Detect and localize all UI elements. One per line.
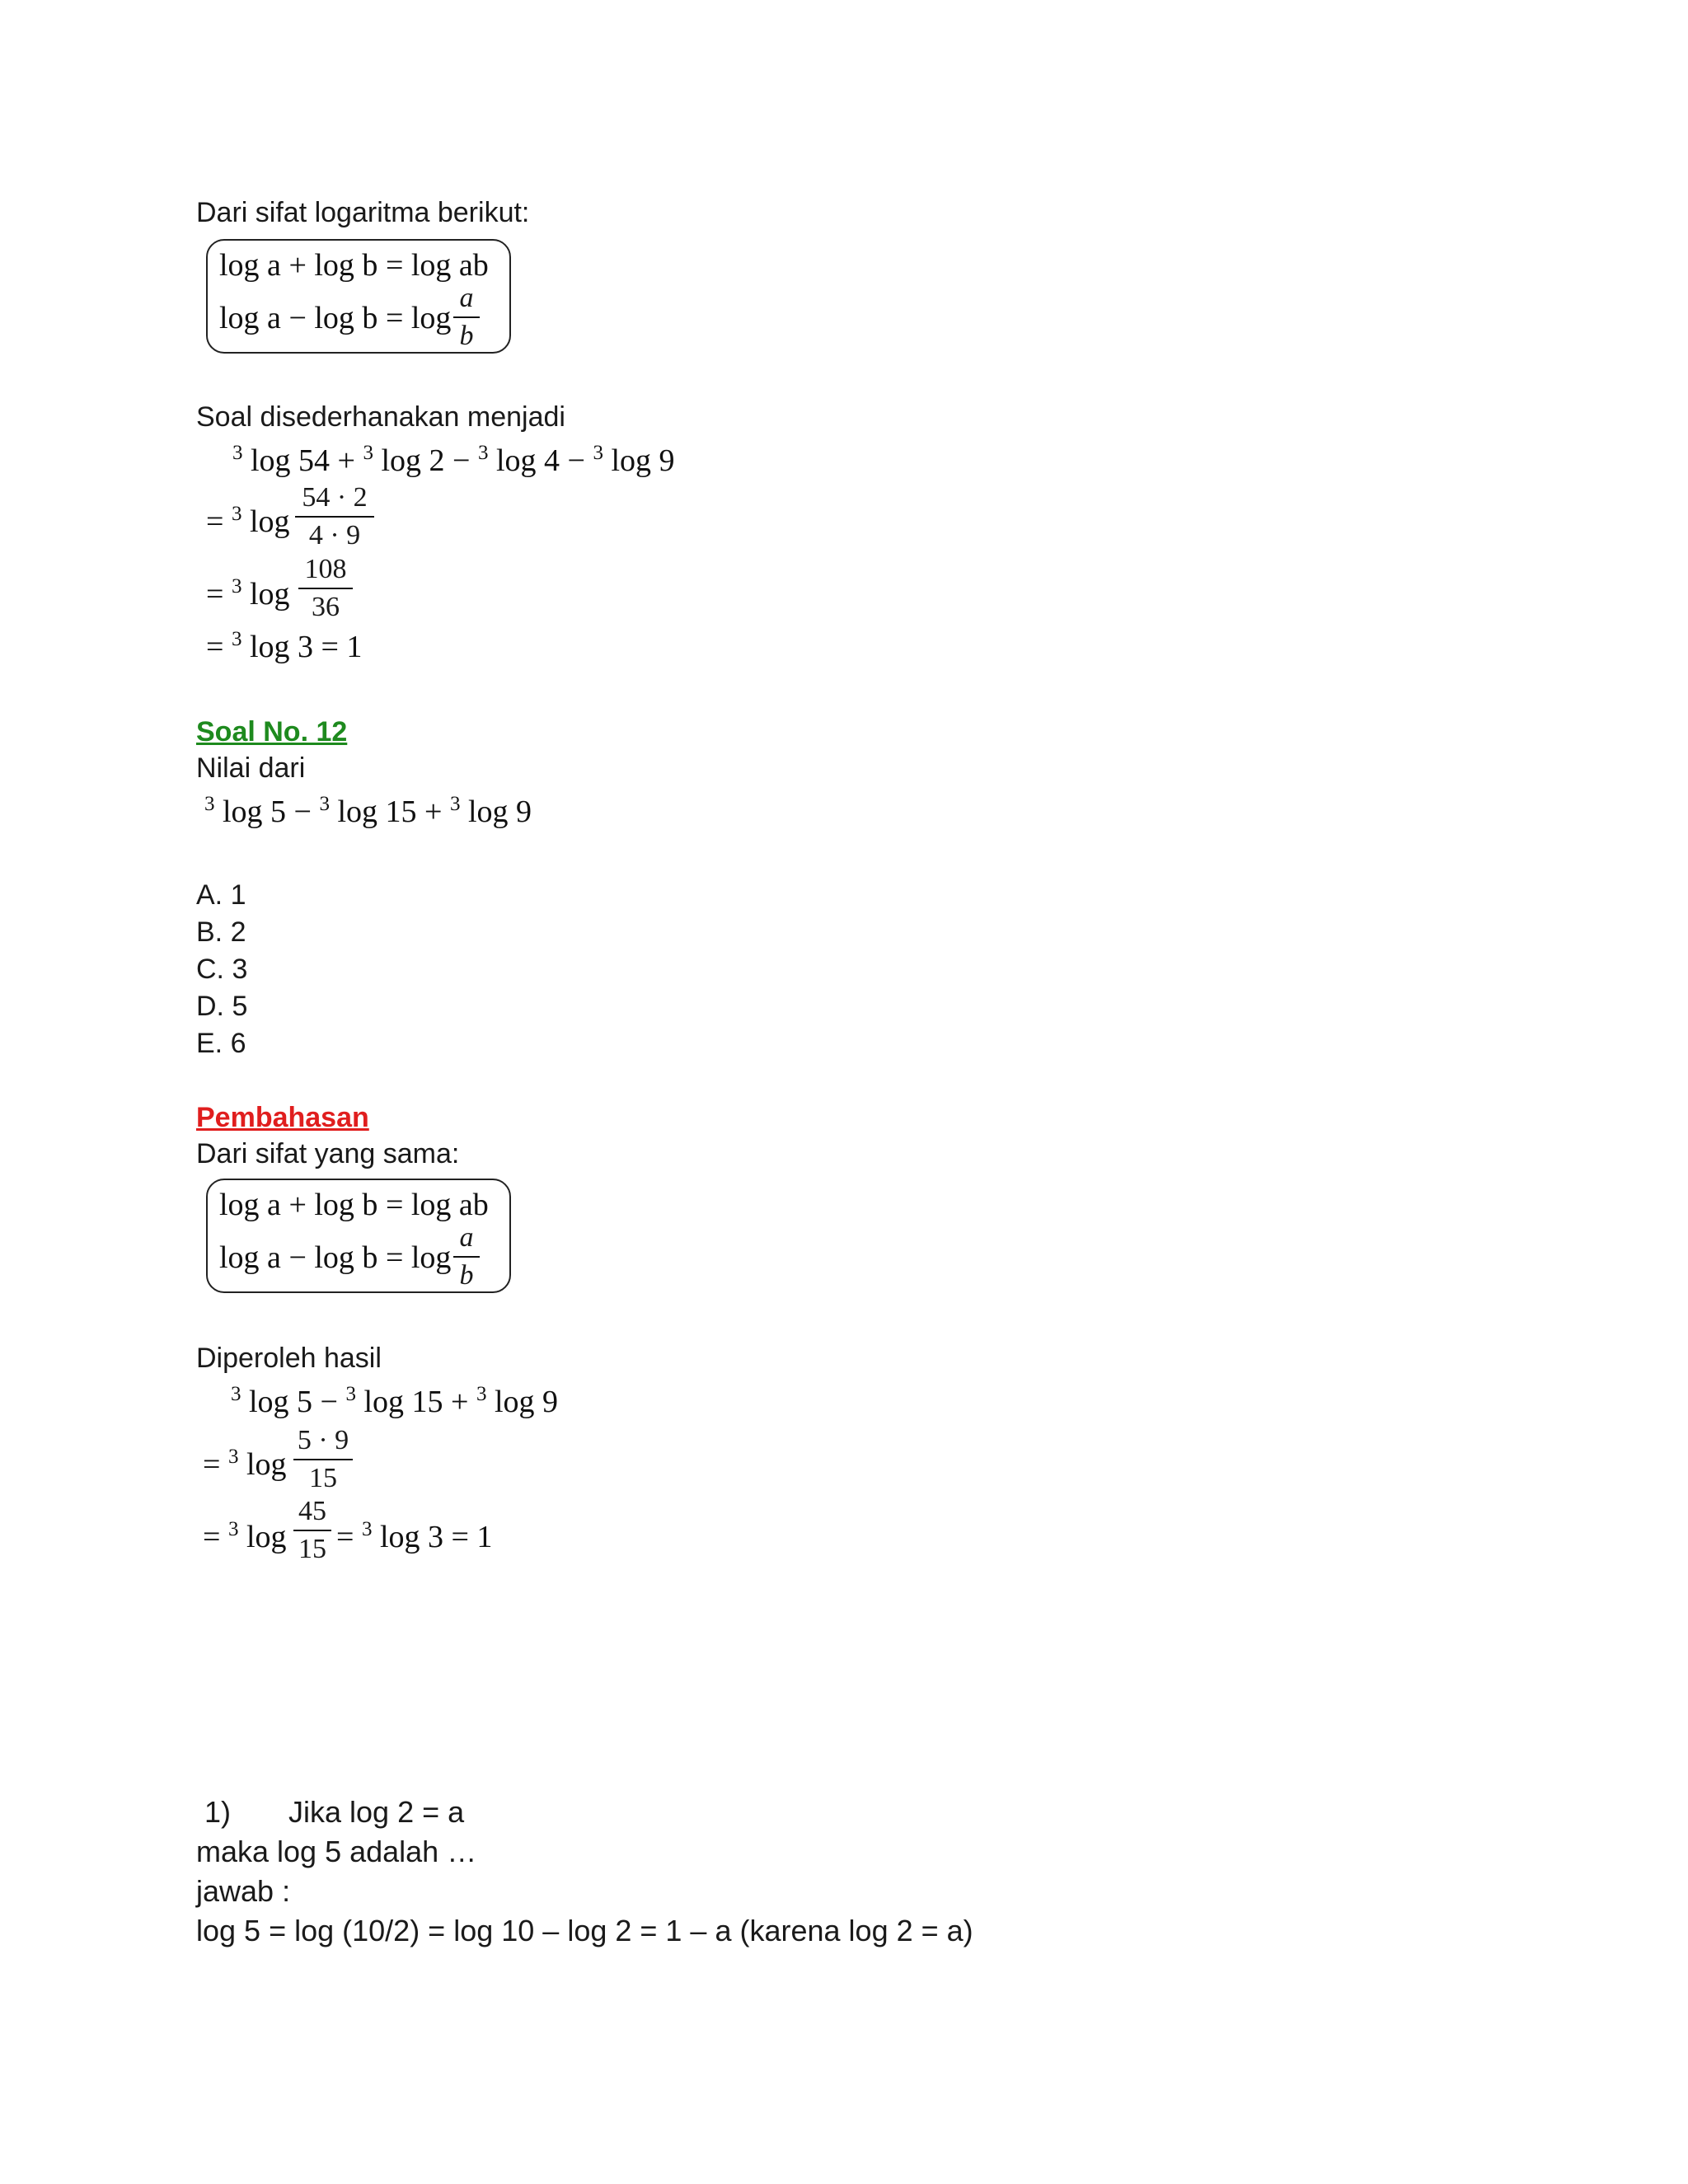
discussion-line-1 [231,1383,558,1420]
question-expression [204,793,532,830]
rule-sum-1 [219,247,489,284]
question-title: Soal No. 12 [196,716,348,748]
fraction-numerator: 5 · 9 [297,1425,349,1455]
extra-line-3: jawab : [196,1874,291,1908]
rule-term: log ab [410,1188,489,1222]
rule-op: − [288,1240,307,1275]
log-base: 3 [361,1518,373,1540]
log-term: log 4 − [496,443,585,478]
option-e: E. 6 [196,1028,246,1059]
option-a: A. 1 [196,879,246,911]
discussion-title: Pembahasan [196,1102,369,1133]
discussion-intro: Dari sifat yang sama: [196,1138,460,1169]
extra-line-2: maka log 5 adalah … [196,1835,477,1868]
simplify-text: Soal disederhanakan menjadi [196,401,565,433]
log-base: 3 [231,503,242,525]
log-base: 3 [227,1446,239,1468]
log-term: log 15 + [337,794,443,829]
log-term: log [249,504,290,539]
extra-line-4: log 5 = log (10/2) = log 10 – log 2 = 1 – a (karena log 2 = a) [196,1914,973,1947]
log-base: 3 [231,628,242,650]
log-term: log 9 [468,794,532,829]
fraction-bar [298,588,353,589]
rule-op: + [288,1188,307,1222]
fraction-denominator: 36 [312,592,340,622]
equals-sign: = [336,1520,354,1554]
log-term: log 2 − [381,443,471,478]
step-line-2 [206,503,290,540]
log-term: log 54 + [251,443,355,478]
step-line-4 [206,628,362,665]
log-base: 3 [478,442,489,464]
rule-eq: = [385,1188,404,1222]
rule-term: log b [314,1240,378,1275]
rule-term: log a [219,248,281,283]
log-base: 3 [345,1383,356,1405]
rule-term: log a [219,1188,281,1222]
fraction-numerator: 45 [298,1496,326,1526]
extra-number: 1) [204,1795,232,1829]
rule-eq: = [385,1240,404,1275]
log-base: 3 [227,1518,239,1540]
log-term: log 9 [611,443,675,478]
extra-line-1: Jika log 2 = a [288,1795,465,1829]
log-term: log 9 [495,1385,559,1419]
log-term: log 5 − [249,1385,338,1419]
fraction-denominator: 4 · 9 [308,520,361,551]
fraction-denominator: b [459,1260,474,1291]
fraction-bar [453,316,480,318]
equals-sign: = [206,630,224,664]
equals-sign: = [206,577,224,612]
log-base: 3 [450,793,461,815]
log-base: 3 [476,1383,487,1405]
log-base: 3 [319,793,330,815]
rule-term: log b [314,1188,378,1222]
rule-op: − [288,301,307,335]
rule-diff-2 [219,1240,451,1276]
rule-fraction-1 [453,282,480,353]
fraction-numerator: a [459,1222,474,1253]
fraction-denominator: b [459,321,474,351]
discussion-line-2 [203,1446,287,1483]
log-term: log 3 = 1 [379,1520,493,1554]
discussion-fraction-1 [293,1424,353,1495]
step-fraction-2 [298,553,353,624]
fraction-numerator: 108 [304,554,347,584]
intro-text: Dari sifat logaritma berikut: [196,197,530,228]
step-fraction-1 [295,481,374,552]
fraction-numerator: a [459,283,474,313]
rule-term: log [410,1240,452,1275]
option-b: B. 2 [196,916,246,948]
rule-term: log ab [410,248,489,283]
option-d: D. 5 [196,991,248,1022]
fraction-numerator: 54 · 2 [302,482,368,513]
rule-term: log b [314,301,378,335]
log-term: log [246,1520,287,1554]
log-base: 3 [231,1383,241,1405]
equals-sign: = [203,1520,221,1554]
log-term: log 3 = 1 [249,630,363,664]
rule-op: + [288,248,307,283]
rule-term: log [410,301,452,335]
equals-sign: = [203,1447,221,1482]
option-c: C. 3 [196,954,248,985]
rule-sum-2 [219,1187,489,1223]
rule-diff-1 [219,300,451,336]
log-base: 3 [363,442,373,464]
question-prompt: Nilai dari [196,752,306,784]
rule-term: log a [219,301,281,335]
fraction-bar [293,1530,331,1531]
equals-sign: = [206,504,224,539]
rule-fraction-2 [453,1221,480,1292]
fraction-bar [453,1256,480,1258]
log-term: log 5 − [223,794,312,829]
log-term: log 15 + [363,1385,469,1419]
log-base: 3 [593,442,603,464]
rule-term: log a [219,1240,281,1275]
log-term: log [246,1447,287,1482]
rule-term: log b [314,248,378,283]
log-base: 3 [231,575,242,598]
log-term: log [249,577,290,612]
discussion-fraction-2 [293,1495,331,1566]
fraction-bar [293,1459,353,1460]
rule-eq: = [385,248,404,283]
step-line-3 [206,575,290,612]
discussion-line-3 [203,1518,287,1555]
log-base: 3 [232,442,243,464]
log-base: 3 [204,793,215,815]
fraction-bar [295,516,374,518]
discussion-line-3-result [336,1518,492,1555]
result-text: Diperoleh hasil [196,1343,382,1374]
step-line-1 [232,442,675,479]
fraction-denominator: 15 [309,1463,337,1493]
rule-eq: = [385,301,404,335]
fraction-denominator: 15 [298,1534,326,1564]
